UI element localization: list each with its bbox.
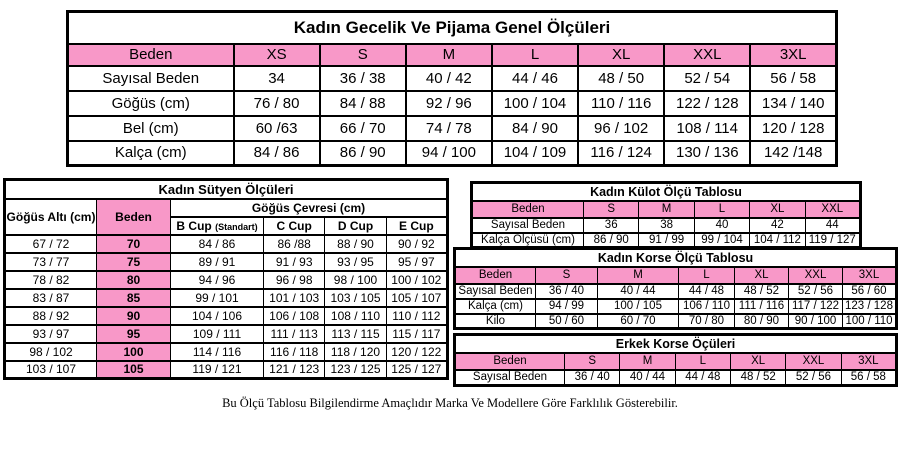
row-label: Kalça (cm) bbox=[68, 141, 234, 166]
size-value-cell: 93 / 95 bbox=[325, 253, 386, 271]
panties-table-title: Kadın Külot Ölçü Tablosu bbox=[472, 183, 861, 201]
size-value-cell: 103 / 107 bbox=[5, 361, 97, 379]
size-value-cell: 80 bbox=[97, 271, 171, 289]
pijama-header-row bbox=[68, 44, 837, 66]
size-value-cell: 90 / 92 bbox=[386, 235, 447, 253]
size-value-cell: 88 / 90 bbox=[325, 235, 386, 253]
size-value-cell: 86 /88 bbox=[264, 235, 325, 253]
size-value-cell: 60 /63 bbox=[234, 116, 320, 141]
row-label: Kalça Ölçüsü (cm) bbox=[472, 233, 584, 248]
size-column-header: S bbox=[565, 353, 620, 370]
size-value-cell: 89 / 91 bbox=[171, 253, 264, 271]
size-value-cell: 93 / 97 bbox=[5, 325, 97, 343]
size-value-cell: 75 bbox=[97, 253, 171, 271]
table-title-row bbox=[455, 249, 897, 267]
table-row bbox=[455, 370, 897, 386]
size-column-header: L bbox=[675, 353, 730, 370]
men-corset-size-table bbox=[453, 333, 898, 387]
size-value-cell: 40 / 44 bbox=[620, 370, 675, 386]
size-value-cell: 40 / 44 bbox=[598, 284, 679, 299]
size-value-cell: 48 / 50 bbox=[578, 66, 664, 91]
panties-table-body bbox=[472, 218, 861, 248]
size-value-cell: 100 / 110 bbox=[843, 314, 897, 329]
size-value-cell: 34 bbox=[234, 66, 320, 91]
size-value-cell: 70 bbox=[97, 235, 171, 253]
size-value-cell: 60 / 70 bbox=[598, 314, 679, 329]
size-value-cell: 88 / 92 bbox=[5, 307, 97, 325]
size-value-cell: 117 / 122 bbox=[789, 299, 843, 314]
table-row bbox=[5, 361, 448, 379]
size-value-cell: 52 / 56 bbox=[789, 284, 843, 299]
size-value-cell: 116 / 124 bbox=[578, 141, 664, 166]
size-column-header: 3XL bbox=[843, 267, 897, 284]
size-value-cell: 36 / 40 bbox=[565, 370, 620, 386]
table-row bbox=[455, 284, 897, 299]
size-value-cell: 56 / 60 bbox=[843, 284, 897, 299]
size-value-cell: 73 / 77 bbox=[5, 253, 97, 271]
size-value-cell: 119 / 127 bbox=[805, 233, 860, 248]
table-row bbox=[5, 325, 448, 343]
size-value-cell: 116 / 118 bbox=[264, 343, 325, 361]
size-column-header: L bbox=[694, 201, 749, 218]
panties-header-row bbox=[472, 201, 861, 218]
size-value-cell: 110 / 116 bbox=[578, 91, 664, 116]
size-value-cell: 40 bbox=[694, 218, 749, 233]
c-cup-column-header: C Cup bbox=[264, 217, 325, 235]
underbust-column-header: Göğüs Altı (cm) bbox=[5, 199, 97, 235]
size-column-header: M bbox=[406, 44, 492, 66]
table-title-row bbox=[5, 180, 448, 199]
size-value-cell: 90 bbox=[97, 307, 171, 325]
size-column-header: XL bbox=[735, 267, 789, 284]
size-value-cell: 85 bbox=[97, 289, 171, 307]
table-row bbox=[472, 233, 861, 248]
bra-table-body bbox=[5, 235, 448, 379]
size-value-cell: 122 / 128 bbox=[664, 91, 750, 116]
women-corset-table-title: Kadın Korse Ölçü Tablosu bbox=[455, 249, 897, 267]
size-value-cell: 95 bbox=[97, 325, 171, 343]
pijama-table-body bbox=[68, 66, 837, 166]
row-label-column-header: Beden bbox=[472, 201, 584, 218]
bra-group-header-row bbox=[5, 199, 448, 217]
size-value-cell: 36 / 38 bbox=[320, 66, 406, 91]
size-value-cell: 48 / 52 bbox=[735, 284, 789, 299]
size-value-cell: 120 / 128 bbox=[750, 116, 836, 141]
size-column-header: S bbox=[320, 44, 406, 66]
size-value-cell: 94 / 96 bbox=[171, 271, 264, 289]
row-label-column-header: Beden bbox=[68, 44, 234, 66]
size-value-cell: 44 bbox=[805, 218, 860, 233]
size-value-cell: 120 / 122 bbox=[386, 343, 447, 361]
size-column-header: XL bbox=[578, 44, 664, 66]
e-cup-column-header: E Cup bbox=[386, 217, 447, 235]
table-row bbox=[68, 66, 837, 91]
size-value-cell: 104 / 109 bbox=[492, 141, 578, 166]
size-column-header: M bbox=[620, 353, 675, 370]
size-value-cell: 67 / 72 bbox=[5, 235, 97, 253]
size-value-cell: 70 / 80 bbox=[679, 314, 735, 329]
size-value-cell: 86 / 90 bbox=[320, 141, 406, 166]
size-value-cell: 36 bbox=[584, 218, 639, 233]
size-value-cell: 110 / 112 bbox=[386, 307, 447, 325]
size-value-cell: 96 / 102 bbox=[578, 116, 664, 141]
size-value-cell: 83 / 87 bbox=[5, 289, 97, 307]
size-value-cell: 125 / 127 bbox=[386, 361, 447, 379]
size-value-cell: 42 bbox=[750, 218, 805, 233]
size-value-cell: 104 / 112 bbox=[750, 233, 805, 248]
women-corset-size-table bbox=[453, 247, 898, 330]
men-corset-header-row bbox=[455, 353, 897, 370]
size-value-cell: 118 / 120 bbox=[325, 343, 386, 361]
size-value-cell: 119 / 121 bbox=[171, 361, 264, 379]
row-label: Kilo bbox=[455, 314, 536, 329]
row-label: Bel (cm) bbox=[68, 116, 234, 141]
d-cup-column-header: D Cup bbox=[325, 217, 386, 235]
table-row bbox=[68, 141, 837, 166]
size-value-cell: 104 / 106 bbox=[171, 307, 264, 325]
size-value-cell: 56 / 58 bbox=[841, 370, 896, 386]
bra-size-table bbox=[3, 178, 449, 380]
table-row bbox=[5, 307, 448, 325]
size-value-cell: 91 / 99 bbox=[639, 233, 694, 248]
size-value-cell: 95 / 97 bbox=[386, 253, 447, 271]
size-value-cell: 91 / 93 bbox=[264, 253, 325, 271]
size-value-cell: 78 / 82 bbox=[5, 271, 97, 289]
size-value-cell: 96 / 98 bbox=[264, 271, 325, 289]
row-label: Sayısal Beden bbox=[68, 66, 234, 91]
size-value-cell: 101 / 103 bbox=[264, 289, 325, 307]
size-value-cell: 142 /148 bbox=[750, 141, 836, 166]
table-title-row bbox=[472, 183, 861, 201]
size-value-cell: 94 / 99 bbox=[536, 299, 598, 314]
pijama-table-title: Kadın Gecelik Ve Pijama Genel Ölçüleri bbox=[68, 12, 837, 44]
size-value-cell: 52 / 56 bbox=[786, 370, 841, 386]
size-value-cell: 99 / 104 bbox=[694, 233, 749, 248]
size-column-header: XXL bbox=[664, 44, 750, 66]
size-column-header: XL bbox=[750, 201, 805, 218]
size-value-cell: 115 / 117 bbox=[386, 325, 447, 343]
size-column-header: M bbox=[639, 201, 694, 218]
row-label-column-header: Beden bbox=[455, 353, 565, 370]
size-value-cell: 84 / 88 bbox=[320, 91, 406, 116]
row-label: Sayısal Beden bbox=[472, 218, 584, 233]
table-title-row bbox=[68, 12, 837, 44]
size-value-cell: 98 / 100 bbox=[325, 271, 386, 289]
beden-column-header: Beden bbox=[97, 199, 171, 235]
row-label: Kalça (cm) bbox=[455, 299, 536, 314]
size-value-cell: 123 / 125 bbox=[325, 361, 386, 379]
size-value-cell: 100 bbox=[97, 343, 171, 361]
size-value-cell: 84 / 86 bbox=[234, 141, 320, 166]
size-value-cell: 103 / 105 bbox=[325, 289, 386, 307]
size-column-header: 3XL bbox=[841, 353, 896, 370]
table-row bbox=[5, 343, 448, 361]
size-value-cell: 134 / 140 bbox=[750, 91, 836, 116]
size-column-header: XS bbox=[234, 44, 320, 66]
size-value-cell: 108 / 110 bbox=[325, 307, 386, 325]
size-value-cell: 86 / 90 bbox=[584, 233, 639, 248]
size-value-cell: 48 / 52 bbox=[730, 370, 785, 386]
table-row bbox=[5, 289, 448, 307]
size-column-header: XXL bbox=[805, 201, 860, 218]
men-corset-table-title: Erkek Korse Öçüleri bbox=[455, 335, 897, 353]
size-value-cell: 44 / 46 bbox=[492, 66, 578, 91]
men-corset-table-body bbox=[455, 370, 897, 386]
size-value-cell: 100 / 104 bbox=[492, 91, 578, 116]
size-value-cell: 113 / 115 bbox=[325, 325, 386, 343]
size-value-cell: 56 / 58 bbox=[750, 66, 836, 91]
size-column-header: XXL bbox=[786, 353, 841, 370]
pijama-size-table bbox=[66, 10, 838, 167]
size-value-cell: 123 / 128 bbox=[843, 299, 897, 314]
size-value-cell: 66 / 70 bbox=[320, 116, 406, 141]
table-row bbox=[68, 91, 837, 116]
size-value-cell: 38 bbox=[639, 218, 694, 233]
size-value-cell: 80 / 90 bbox=[735, 314, 789, 329]
size-value-cell: 44 / 48 bbox=[679, 284, 735, 299]
bust-circumference-group-header: Göğüs Çevresi (cm) bbox=[171, 199, 448, 217]
size-value-cell: 50 / 60 bbox=[536, 314, 598, 329]
size-column-header: XXL bbox=[789, 267, 843, 284]
size-value-cell: 74 / 78 bbox=[406, 116, 492, 141]
size-column-header: 3XL bbox=[750, 44, 836, 66]
size-value-cell: 90 / 100 bbox=[789, 314, 843, 329]
row-label: Göğüs (cm) bbox=[68, 91, 234, 116]
table-row bbox=[5, 235, 448, 253]
size-value-cell: 111 / 116 bbox=[735, 299, 789, 314]
size-value-cell: 99 / 101 bbox=[171, 289, 264, 307]
size-value-cell: 105 bbox=[97, 361, 171, 379]
row-label: Sayısal Beden bbox=[455, 284, 536, 299]
footnote-disclaimer: Bu Ölçü Tablosu Bilgilendirme Amaçlıdır Marka Ve Modellere Göre Farklılık Gösterebilir. bbox=[222, 396, 678, 410]
size-value-cell: 44 / 48 bbox=[675, 370, 730, 386]
table-row bbox=[68, 116, 837, 141]
size-value-cell: 100 / 102 bbox=[386, 271, 447, 289]
size-value-cell: 52 / 54 bbox=[664, 66, 750, 91]
women-corset-table-body bbox=[455, 284, 897, 329]
size-value-cell: 84 / 90 bbox=[492, 116, 578, 141]
size-value-cell: 98 / 102 bbox=[5, 343, 97, 361]
row-label-column-header: Beden bbox=[455, 267, 536, 284]
size-column-header: S bbox=[584, 201, 639, 218]
size-value-cell: 109 / 111 bbox=[171, 325, 264, 343]
size-value-cell: 92 / 96 bbox=[406, 91, 492, 116]
table-row bbox=[455, 299, 897, 314]
size-value-cell: 105 / 107 bbox=[386, 289, 447, 307]
size-value-cell: 106 / 110 bbox=[679, 299, 735, 314]
size-value-cell: 114 / 116 bbox=[171, 343, 264, 361]
b-cup-label: B Cup bbox=[176, 218, 212, 233]
size-value-cell: 84 / 86 bbox=[171, 235, 264, 253]
size-value-cell: 94 / 100 bbox=[406, 141, 492, 166]
size-value-cell: 76 / 80 bbox=[234, 91, 320, 116]
row-label: Sayısal Beden bbox=[455, 370, 565, 386]
b-cup-standart-suffix: (Standart) bbox=[215, 221, 258, 232]
table-row bbox=[455, 314, 897, 329]
size-value-cell: 36 / 40 bbox=[536, 284, 598, 299]
table-title-row bbox=[455, 335, 897, 353]
table-row bbox=[5, 271, 448, 289]
size-value-cell: 121 / 123 bbox=[264, 361, 325, 379]
size-value-cell: 106 / 108 bbox=[264, 307, 325, 325]
size-value-cell: 111 / 113 bbox=[264, 325, 325, 343]
size-value-cell: 100 / 105 bbox=[598, 299, 679, 314]
bra-table-title: Kadın Sütyen Ölçüleri bbox=[5, 180, 448, 199]
size-value-cell: 40 / 42 bbox=[406, 66, 492, 91]
b-cup-column-header bbox=[171, 217, 264, 235]
panties-size-table bbox=[470, 181, 862, 249]
size-value-cell: 108 / 114 bbox=[664, 116, 750, 141]
table-row bbox=[472, 218, 861, 233]
size-column-header: L bbox=[492, 44, 578, 66]
size-value-cell: 130 / 136 bbox=[664, 141, 750, 166]
size-column-header: XL bbox=[730, 353, 785, 370]
table-row bbox=[5, 253, 448, 271]
women-corset-header-row bbox=[455, 267, 897, 284]
size-column-header: M bbox=[598, 267, 679, 284]
size-column-header: L bbox=[679, 267, 735, 284]
size-column-header: S bbox=[536, 267, 598, 284]
